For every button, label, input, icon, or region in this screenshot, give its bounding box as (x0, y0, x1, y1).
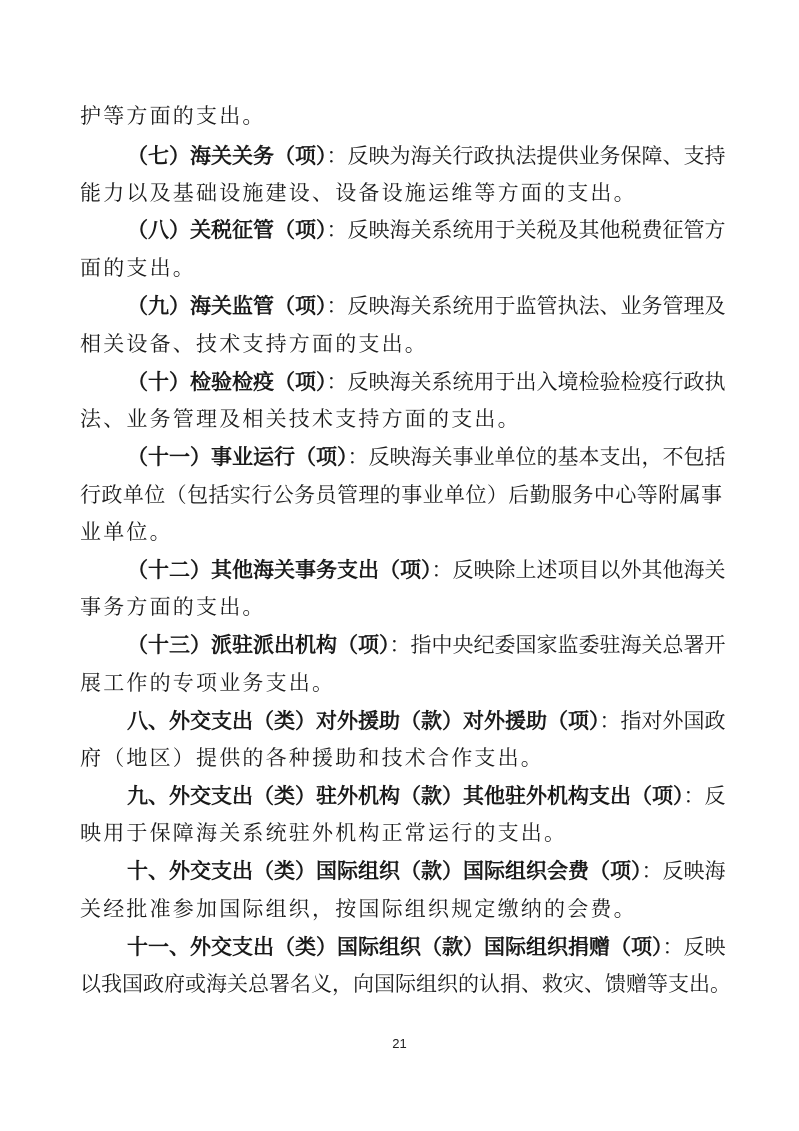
text-line: 能力以及基础设施建设、设备设施运维等方面的支出。 (80, 181, 637, 205)
text-line: 展工作的专项业务支出。 (80, 671, 336, 695)
heading-line-foreign-aid: 八、外交支出（类）对外援助（款）对外援助（项）：指对外国政 (127, 709, 726, 733)
page-number: 21 (392, 1036, 407, 1051)
heading-line-donations: 十一、外交支出（类）国际组织（款）国际组织捐赠（项）：反映 (127, 935, 726, 959)
text-line: 护等方面的支出。 (80, 104, 266, 128)
heading-line-other-affairs: （十二）其他海关事务支出（项）：反映除上述项目以外其他海关 (127, 558, 726, 582)
heading-line-inspection: （十）检验检疫（项）：反映海关系统用于出入境检验检疫行政执 (127, 370, 726, 394)
text-line: 映用于保障海关系统驻外机构正常运行的支出。 (80, 821, 568, 845)
heading-line-dispatched: （十三）派驻派出机构（项）：指中央纪委国家监委驻海关总署开 (127, 633, 726, 657)
heading-line-tariff: （八）关税征管（项）：反映海关系统用于关税及其他税费征管方 (127, 218, 726, 242)
text-line: 相关设备、技术支持方面的支出。 (80, 332, 428, 356)
heading-line-operation: （十一）事业运行（项）：反映海关事业单位的基本支出，不包括 (127, 445, 726, 469)
text-line: 关经批准参加国际组织，按国际组织规定缴纳的会费。 (80, 897, 637, 921)
text-line: 行政单位（包括实行公务员管理的事业单位）后勤服务中心等附属事 (80, 483, 722, 507)
heading-line-overseas-agencies: 九、外交支出（类）驻外机构（款）其他驻外机构支出（项）：反 (127, 784, 726, 808)
heading-line-membership-fees: 十、外交支出（类）国际组织（款）国际组织会费（项）：反映海 (127, 859, 726, 883)
heading-line-supervision: （九）海关监管（项）：反映海关系统用于监管执法、业务管理及 (127, 294, 726, 318)
text-line: 以我国政府或海关总署名义，向国际组织的认捐、救灾、馈赠等支出。 (80, 972, 731, 996)
text-line: 事务方面的支出。 (80, 595, 266, 619)
heading-line-customs-affairs: （七）海关关务（项）：反映为海关行政执法提供业务保障、支持 (127, 144, 726, 168)
text-line: 府（地区）提供的各种援助和技术合作支出。 (80, 746, 544, 770)
text-line: 法、业务管理及相关技术支持方面的支出。 (80, 407, 521, 431)
text-line: 面的支出。 (80, 256, 196, 280)
text-line: 业单位。 (80, 520, 173, 544)
